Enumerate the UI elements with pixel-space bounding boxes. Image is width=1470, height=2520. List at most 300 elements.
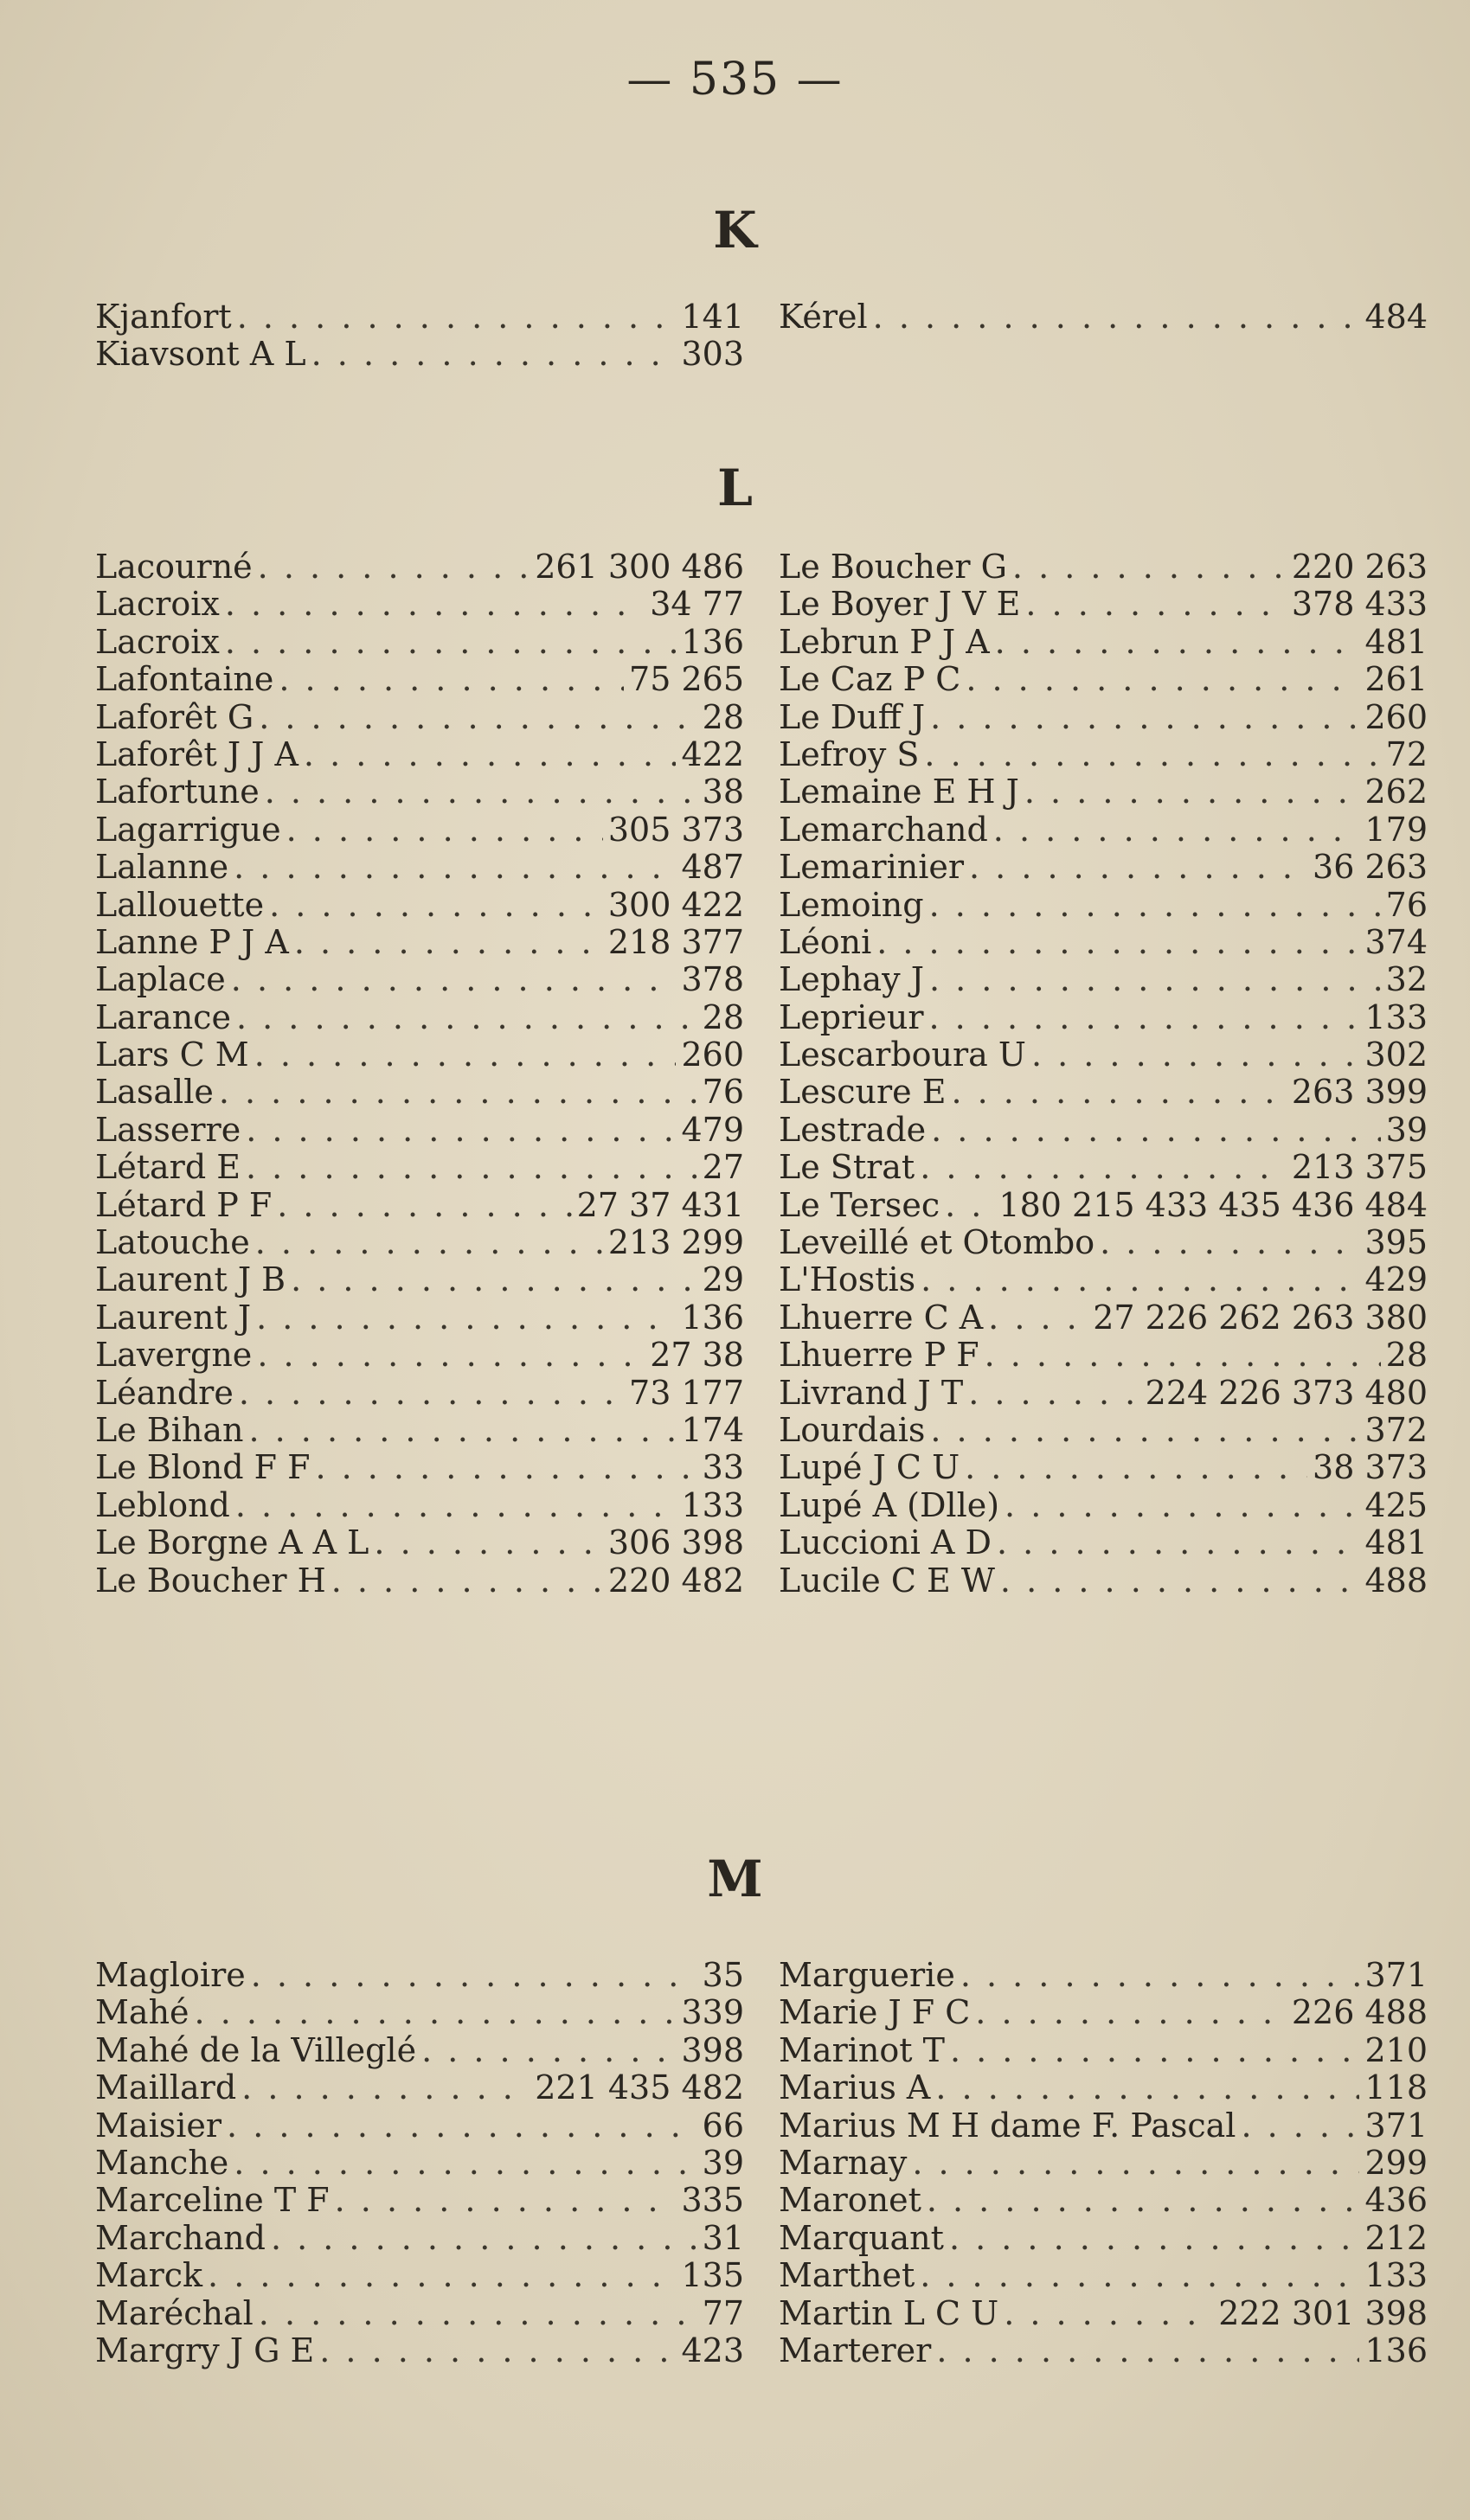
index-entry [779, 1449, 1428, 1486]
index-entry [95, 1562, 744, 1600]
entry-name: Lanne P J A [95, 922, 289, 961]
dot-leader [234, 2145, 696, 2182]
entry-pages: 224 226 373 480 [1145, 1373, 1428, 1412]
entry-pages: 479 [681, 1110, 744, 1149]
entry-pages: 436 [1364, 2181, 1428, 2220]
entry-name: Maillard [95, 2068, 237, 2107]
index-entry [95, 1524, 744, 1561]
dot-leader [259, 2295, 697, 2332]
dot-leader [927, 2182, 1360, 2219]
index-entry [95, 2332, 744, 2369]
index-entry [779, 661, 1428, 698]
index-entry [779, 586, 1428, 623]
dot-leader [920, 2257, 1359, 2294]
entry-name: Marinot T [779, 2030, 945, 2069]
entry-pages: 27 37 431 [576, 1185, 744, 1224]
entry-pages: 488 [1364, 1561, 1428, 1600]
entry-pages: 39 [702, 2143, 744, 2182]
entry-name: Le Strat [779, 1148, 915, 1187]
index-entry [779, 2032, 1428, 2069]
index-entry [779, 624, 1428, 661]
index-entry [779, 1112, 1428, 1149]
entry-pages: 39 [1385, 1110, 1428, 1149]
dot-leader [219, 1074, 697, 1111]
entry-name: Lacroix [95, 585, 220, 624]
dot-leader [241, 2069, 530, 2106]
dot-leader [993, 811, 1360, 849]
dot-leader [248, 1412, 676, 1449]
index-entry [779, 1149, 1428, 1186]
entry-pages: 36 263 [1313, 848, 1428, 887]
entry-pages: 174 [681, 1410, 744, 1449]
entry-pages: 335 [681, 2181, 744, 2220]
index-entry [95, 736, 744, 773]
dot-leader [331, 1562, 603, 1600]
entry-name: Magloire [95, 1956, 246, 1994]
entry-pages: 27 [702, 1148, 744, 1187]
index-entry [95, 586, 744, 623]
index-entry [779, 1036, 1428, 1074]
dot-leader [949, 2220, 1360, 2257]
entry-name: Létard E [95, 1148, 241, 1187]
entry-name: Margry J G E [95, 2331, 315, 2369]
entry-name: Lemarchand [779, 810, 988, 849]
entry-pages: 32 [1385, 960, 1428, 999]
index-entry [95, 2257, 744, 2294]
index-entry [95, 1412, 744, 1449]
entry-name: Marceline T F [95, 2181, 330, 2220]
entry-pages: 306 398 [607, 1523, 744, 1562]
entry-name: Kiavsont A L [95, 335, 306, 374]
index-entry [95, 1149, 744, 1186]
index-entry [95, 699, 744, 736]
entry-pages: 33 [702, 1448, 744, 1487]
index-entry [95, 2069, 744, 2106]
entry-name: Marchand [95, 2218, 266, 2257]
entry-pages: 222 301 398 [1218, 2293, 1428, 2332]
entry-pages: 425 [1364, 1485, 1428, 1524]
index-entry [95, 1337, 744, 1374]
dot-leader [1024, 773, 1360, 811]
entry-pages: 218 377 [607, 922, 744, 961]
dot-leader [257, 1337, 645, 1374]
entry-pages: 372 [1364, 1410, 1428, 1449]
entry-pages: 31 [702, 2218, 744, 2257]
dot-leader [237, 298, 677, 336]
index-entry [779, 961, 1428, 998]
entry-name: Lourdais [779, 1410, 926, 1449]
entry-pages: 75 265 [629, 660, 744, 699]
entry-pages: 261 300 486 [535, 548, 744, 586]
page-number: — 535 — [626, 54, 844, 106]
entry-pages: 38 [702, 773, 744, 811]
entry-name: Léoni [779, 922, 872, 961]
entry-pages: 213 375 [1291, 1148, 1428, 1187]
entry-pages: 261 [1364, 660, 1428, 699]
entry-name: Luccioni A D [779, 1523, 992, 1562]
dot-leader [935, 2069, 1359, 2106]
entry-pages: 487 [681, 848, 744, 887]
index-entry [95, 1224, 744, 1261]
dot-leader [208, 2257, 676, 2294]
entry-pages: 72 [1385, 734, 1428, 773]
dot-leader [931, 1112, 1381, 1149]
dot-leader [1005, 1487, 1359, 1524]
dot-leader [873, 298, 1360, 336]
entry-name: Mahé de la Villeglé [95, 2030, 417, 2069]
dot-leader [997, 1524, 1359, 1561]
dot-leader [960, 1957, 1360, 1994]
section-letter-k: K [713, 201, 757, 260]
entry-name: Martin L C U [779, 2293, 999, 2332]
entry-pages: 339 [681, 1993, 744, 2032]
dot-leader [315, 1449, 696, 1486]
index-entry [95, 961, 744, 998]
entry-pages: 429 [1364, 1260, 1428, 1299]
dot-leader [930, 1412, 1359, 1449]
entry-pages: 28 [702, 997, 744, 1036]
entry-pages: 371 [1364, 2106, 1428, 2145]
entry-name: Lucile C E W [779, 1561, 995, 1600]
entry-name: Marthet [779, 2256, 915, 2295]
dot-leader [969, 849, 1307, 886]
entry-name: Larance [95, 997, 231, 1036]
entry-pages: 133 [1364, 2256, 1428, 2295]
dot-leader [929, 961, 1381, 998]
entry-name: Lestrade [779, 1110, 927, 1149]
entry-name: Le Boucher H [95, 1561, 326, 1600]
entry-name: Le Borgne A A L [95, 1523, 369, 1562]
dot-leader [234, 849, 676, 886]
entry-pages: 34 77 [650, 585, 744, 624]
index-entry [779, 1994, 1428, 2031]
entry-name: Lacourné [95, 548, 253, 586]
index-entry [779, 773, 1428, 811]
dot-leader [1100, 1224, 1359, 1261]
entry-name: Lafontaine [95, 660, 274, 699]
index-entry [779, 2069, 1428, 2106]
dot-leader [319, 2332, 676, 2369]
entry-name: Lemarinier [779, 848, 965, 887]
index-entry [779, 849, 1428, 886]
entry-name: Kjanfort [95, 298, 232, 336]
entry-pages: 133 [1364, 997, 1428, 1036]
entry-pages: 66 [702, 2106, 744, 2145]
entry-pages: 303 [681, 335, 744, 374]
dot-leader [950, 2032, 1360, 2069]
dot-leader [239, 1375, 624, 1412]
index-entry [779, 1224, 1428, 1261]
section-l [95, 548, 1428, 1600]
index-entry [779, 1412, 1428, 1449]
entry-name: Lacroix [95, 622, 220, 661]
index-entry [95, 1994, 744, 2031]
entry-pages: 481 [1364, 1523, 1428, 1562]
dot-leader [1241, 2107, 1359, 2145]
entry-pages: 305 373 [607, 810, 744, 849]
entry-name: Mahé [95, 1993, 189, 2032]
index-entry [95, 548, 744, 586]
entry-name: Létard P F [95, 1185, 273, 1224]
entry-pages: 484 [1364, 298, 1428, 336]
entry-name: Laurent J [95, 1298, 252, 1337]
entry-pages: 135 [681, 2256, 744, 2295]
dot-leader [951, 1074, 1286, 1111]
dot-leader [1000, 1562, 1360, 1600]
dot-leader [291, 1261, 697, 1298]
entry-pages: 38 373 [1313, 1448, 1428, 1487]
dot-leader [995, 624, 1360, 661]
dot-leader [920, 1149, 1287, 1186]
index-entry [95, 2220, 744, 2257]
dot-leader [277, 1187, 571, 1224]
entry-name: Lescarboura U [779, 1036, 1026, 1074]
index-entry [95, 298, 744, 336]
dot-leader [286, 811, 603, 849]
entry-pages: 35 [702, 1956, 744, 1994]
dot-leader [304, 736, 677, 773]
dot-leader [988, 1299, 1088, 1337]
entry-pages: 422 [681, 734, 744, 773]
entry-pages: 118 [1364, 2068, 1428, 2107]
dot-leader [254, 1036, 677, 1074]
entry-name: Lavergne [95, 1336, 253, 1375]
dot-leader [876, 924, 1359, 961]
dot-leader [195, 1994, 677, 2031]
index-entry [95, 2295, 744, 2332]
entry-pages: 141 [681, 298, 744, 336]
index-entry [95, 811, 744, 849]
entry-name: Lefroy S [779, 734, 920, 773]
index-entry [779, 2220, 1428, 2257]
column-right [779, 1957, 1428, 2369]
entry-pages: 300 422 [607, 885, 744, 924]
entry-pages: 398 [681, 2030, 744, 2069]
index-entry [779, 2145, 1428, 2182]
entry-name: Marius A [779, 2068, 931, 2107]
index-entry [95, 1187, 744, 1224]
index-entry [779, 1487, 1428, 1524]
dot-leader [227, 2107, 697, 2145]
entry-pages: 77 [702, 2293, 744, 2332]
entry-pages: 378 [681, 960, 744, 999]
entry-pages: 378 433 [1291, 585, 1428, 624]
dot-leader [912, 2145, 1359, 2182]
entry-name: Laforêt G [95, 697, 254, 736]
entry-pages: 371 [1364, 1956, 1428, 1994]
entry-pages: 221 435 482 [535, 2068, 744, 2107]
dot-leader [929, 887, 1381, 924]
index-entry [779, 1562, 1428, 1600]
entry-pages: 133 [681, 1485, 744, 1524]
dot-leader [936, 2332, 1359, 2369]
entry-pages: 260 [1364, 697, 1428, 736]
dot-leader [225, 624, 677, 661]
entry-name: Latouche [95, 1223, 250, 1262]
index-entry [95, 336, 744, 373]
section-letter-m: M [707, 1850, 763, 1908]
entry-name: Lalanne [95, 848, 229, 887]
entry-pages: 179 [1364, 810, 1428, 849]
dot-leader [265, 773, 697, 811]
entry-pages: 29 [702, 1260, 744, 1299]
dot-leader [929, 999, 1360, 1036]
entry-pages: 299 [1364, 2143, 1428, 2182]
index-entry [779, 1957, 1428, 1994]
section-letter-l: L [717, 458, 753, 517]
entry-pages: 260 [681, 1036, 744, 1074]
entry-pages: 302 [1364, 1036, 1428, 1074]
entry-name: Laforêt J J A [95, 734, 298, 773]
index-entry [95, 624, 744, 661]
entry-name: Maronet [779, 2181, 921, 2220]
entry-pages: 27 38 [650, 1336, 744, 1375]
index-entry [95, 2032, 744, 2069]
dot-leader [965, 1449, 1307, 1486]
column-left [95, 548, 744, 1600]
dot-leader [258, 548, 530, 586]
entry-name: Lemoing [779, 885, 924, 924]
dot-leader [236, 999, 697, 1036]
index-entry [95, 1112, 744, 1149]
dot-leader [968, 1375, 1139, 1412]
section-m [95, 1957, 1428, 2369]
entry-pages: 263 399 [1291, 1073, 1428, 1112]
index-entry [95, 2145, 744, 2182]
entry-name: Lagarrigue [95, 810, 281, 849]
entry-name: Laurent J B [95, 1260, 286, 1299]
dot-leader [235, 1487, 677, 1524]
dot-leader [945, 1187, 993, 1224]
dot-leader [1012, 548, 1287, 586]
entry-name: Lafortune [95, 773, 260, 811]
entry-name: Lhuerre C A [779, 1298, 984, 1337]
index-entry [95, 661, 744, 698]
entry-name: Lephay J [779, 960, 924, 999]
entry-pages: 136 [681, 622, 744, 661]
entry-pages: 220 263 [1291, 548, 1428, 586]
entry-name: Leprieur [779, 997, 924, 1036]
index-entry [95, 2182, 744, 2219]
entry-pages: 212 [1364, 2218, 1428, 2257]
index-entry [95, 999, 744, 1036]
entry-pages: 76 [702, 1073, 744, 1112]
entry-name: Lasserre [95, 1110, 241, 1149]
entry-name: Léandre [95, 1373, 234, 1412]
entry-name: Lars C M [95, 1036, 249, 1074]
dot-leader [246, 1112, 676, 1149]
dot-leader [921, 1261, 1359, 1298]
entry-name: Lupé A (Dlle) [779, 1485, 1000, 1524]
dot-leader [225, 586, 645, 623]
entry-name: Marterer [779, 2331, 932, 2369]
entry-name: Le Tersec [779, 1185, 940, 1224]
index-entry [95, 887, 744, 924]
entry-pages: 374 [1364, 922, 1428, 961]
entry-name: Lescure E [779, 1073, 947, 1112]
dot-leader [279, 661, 624, 698]
index-entry [95, 1449, 744, 1486]
entry-pages: 136 [681, 1298, 744, 1337]
entry-name: Marie J F C [779, 1993, 971, 2032]
entry-name: Lupé J C U [779, 1448, 960, 1487]
entry-name: Lemaine E H J [779, 773, 1019, 811]
index-entry [95, 1036, 744, 1074]
entry-pages: 27 226 262 263 380 [1093, 1298, 1428, 1337]
index-entry [779, 2257, 1428, 2294]
entry-name: Lebrun P J A [779, 622, 990, 661]
index-entry [779, 699, 1428, 736]
entry-name: Leblond [95, 1485, 230, 1524]
dot-leader [1025, 586, 1286, 623]
entry-name: Livrand J T [779, 1373, 964, 1412]
dot-leader [1004, 2295, 1213, 2332]
entry-name: Le Duff J [779, 697, 926, 736]
dot-leader [269, 887, 603, 924]
entry-name: Marquant [779, 2218, 944, 2257]
entry-name: Leveillé et Otombo [779, 1223, 1095, 1262]
entry-name: Marius M H dame F. Pascal [779, 2106, 1236, 2145]
dot-leader [335, 2182, 677, 2219]
index-entry [779, 2182, 1428, 2219]
entry-name: Manche [95, 2143, 229, 2182]
index-entry [779, 999, 1428, 1036]
index-entry [95, 1957, 744, 1994]
dot-leader [975, 1994, 1287, 2031]
dot-leader [231, 961, 677, 998]
index-entry [779, 2107, 1428, 2145]
entry-pages: 76 [1385, 885, 1428, 924]
entry-name: Laplace [95, 960, 226, 999]
index-entry [95, 1375, 744, 1412]
entry-name: Le Bihan [95, 1410, 244, 1449]
entry-name: Lasalle [95, 1073, 214, 1112]
index-entry [779, 2295, 1428, 2332]
dot-leader [985, 1337, 1381, 1374]
dot-leader [259, 699, 696, 736]
dot-leader [374, 1524, 602, 1561]
entry-pages: 210 [1364, 2030, 1428, 2069]
dot-leader [924, 736, 1380, 773]
entry-name: Lallouette [95, 885, 265, 924]
index-entry [779, 1299, 1428, 1337]
column-left [95, 298, 744, 374]
entry-name: Marguerie [779, 1956, 955, 1994]
index-entry [95, 1487, 744, 1524]
index-entry [779, 887, 1428, 924]
dot-leader [294, 924, 603, 961]
index-entry [779, 2332, 1428, 2369]
dot-leader [255, 1224, 603, 1261]
entry-name: L'Hostis [779, 1260, 916, 1299]
dot-leader [256, 1299, 676, 1337]
entry-pages: 28 [702, 697, 744, 736]
entry-pages: 226 488 [1291, 1993, 1428, 2032]
index-entry [95, 1299, 744, 1337]
entry-pages: 220 482 [607, 1561, 744, 1600]
dot-leader [930, 699, 1359, 736]
entry-name: Le Boyer J V E [779, 585, 1021, 624]
column-right [779, 298, 1428, 374]
entry-name: Lhuerre P F [779, 1336, 979, 1375]
entry-pages: 423 [681, 2331, 744, 2369]
index-entry [779, 548, 1428, 586]
index-entry [779, 1261, 1428, 1298]
column-right [779, 548, 1428, 1600]
entry-pages: 262 [1364, 773, 1428, 811]
entry-pages: 395 [1364, 1223, 1428, 1262]
index-entry [779, 1337, 1428, 1374]
